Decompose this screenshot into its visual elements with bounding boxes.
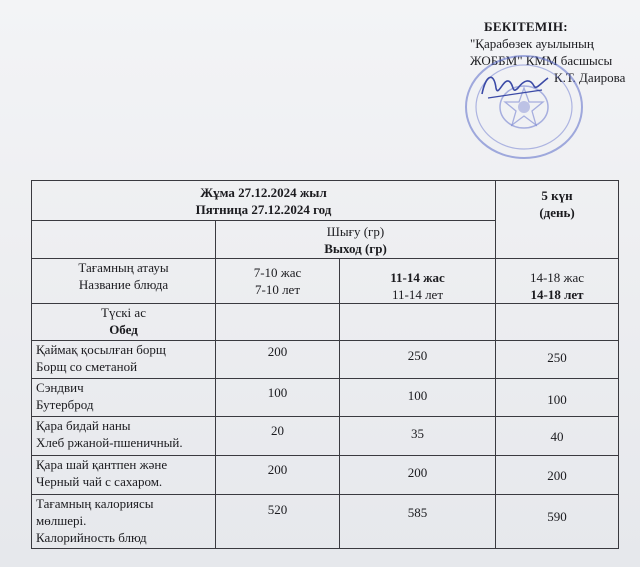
calories-kz-1: Тағамның калориясы [36, 496, 154, 511]
dish-name-kz: Қара шай қантпен және [36, 457, 168, 472]
empty-cell [340, 304, 496, 341]
table-row [32, 341, 619, 379]
output-cell [216, 221, 496, 259]
dish-name-ru: Бутерброд [36, 397, 94, 412]
value-age3: 250 [496, 341, 619, 379]
approval-heading: БЕКІТЕМІН: [484, 19, 568, 34]
dish-name-kz: Қаймақ қосылған борщ [36, 342, 166, 357]
table-row [32, 456, 619, 495]
dish-name-cell [32, 379, 216, 417]
approval-line-3: К.Т. Даирова [554, 70, 626, 85]
value-age1: 200 [216, 456, 340, 495]
col-age3-kz: 14-18 жас [529, 270, 585, 285]
dish-name-cell [32, 341, 216, 379]
dish-name-cell [32, 456, 216, 495]
value-age2: 100 [340, 379, 496, 417]
approval-line-1: "Қарабөзек ауылының [470, 36, 594, 51]
calories-age2: 585 [340, 495, 496, 549]
dish-name-ru: Черный чай с сахаром. [36, 474, 163, 489]
menu-table [31, 180, 619, 549]
header-row-date [32, 181, 619, 221]
value-age3: 100 [496, 379, 619, 417]
col-age1-kz: 7-10 жас [253, 265, 302, 280]
col-name-kz: Тағамның атауы [78, 260, 169, 275]
value-age1: 20 [216, 417, 340, 456]
dish-name-ru: Борщ со сметаной [36, 359, 138, 374]
col-age2-kz: 11-14 жас [390, 270, 445, 285]
date-kz: Жұма 27.12.2024 жыл [200, 184, 327, 200]
meal-row [32, 304, 619, 341]
value-age2: 250 [340, 341, 496, 379]
date-ru: Пятница 27.12.2024 год [195, 201, 332, 217]
col-name-ru: Название блюда [78, 277, 169, 292]
dish-name-cell [32, 417, 216, 456]
value-age3: 200 [496, 456, 619, 495]
value-age3: 40 [496, 417, 619, 456]
calories-label-cell [32, 495, 216, 549]
day-kz: 5 күн [541, 188, 573, 203]
column-header-row [32, 259, 619, 304]
table-row [32, 417, 619, 456]
output-kz: Шығу (гр) [326, 223, 385, 239]
calories-row [32, 495, 619, 549]
meal-kz: Түскі ас [101, 305, 146, 320]
col-age2-ru: 11-14 лет [391, 287, 444, 302]
col-age2-header [340, 259, 496, 304]
calories-age3: 590 [496, 495, 619, 549]
day-cell [496, 181, 619, 259]
output-ru: Выход (гр) [324, 240, 387, 256]
value-age1: 100 [216, 379, 340, 417]
calories-kz-2: мөлшері. [36, 513, 87, 528]
value-age2: 35 [340, 417, 496, 456]
day-ru: (день) [539, 205, 575, 220]
dish-name-ru: Хлеб ржаной-пшеничный. [36, 435, 183, 450]
date-cell [32, 181, 496, 221]
value-age2: 200 [340, 456, 496, 495]
col-age1-ru: 7-10 лет [254, 282, 301, 297]
col-name-header [32, 259, 216, 304]
table-row [32, 379, 619, 417]
col-age3-ru: 14-18 лет [530, 287, 584, 302]
empty-cell [496, 304, 619, 341]
meal-ru: Обед [109, 322, 138, 337]
col-age3-header [496, 259, 619, 304]
meal-cell [32, 304, 216, 341]
empty-cell [216, 304, 340, 341]
signature-icon [478, 68, 552, 102]
dish-name-kz: Сэндвич [36, 380, 84, 395]
dish-name-kz: Қара бидай наны [36, 418, 131, 433]
approval-line-2: ЖОББМ" КММ басшысы [470, 53, 613, 68]
col-age1-header [216, 259, 340, 304]
calories-ru: Калорийность блюд [36, 530, 147, 545]
value-age1: 200 [216, 341, 340, 379]
empty-cell [32, 221, 216, 259]
calories-age1: 520 [216, 495, 340, 549]
